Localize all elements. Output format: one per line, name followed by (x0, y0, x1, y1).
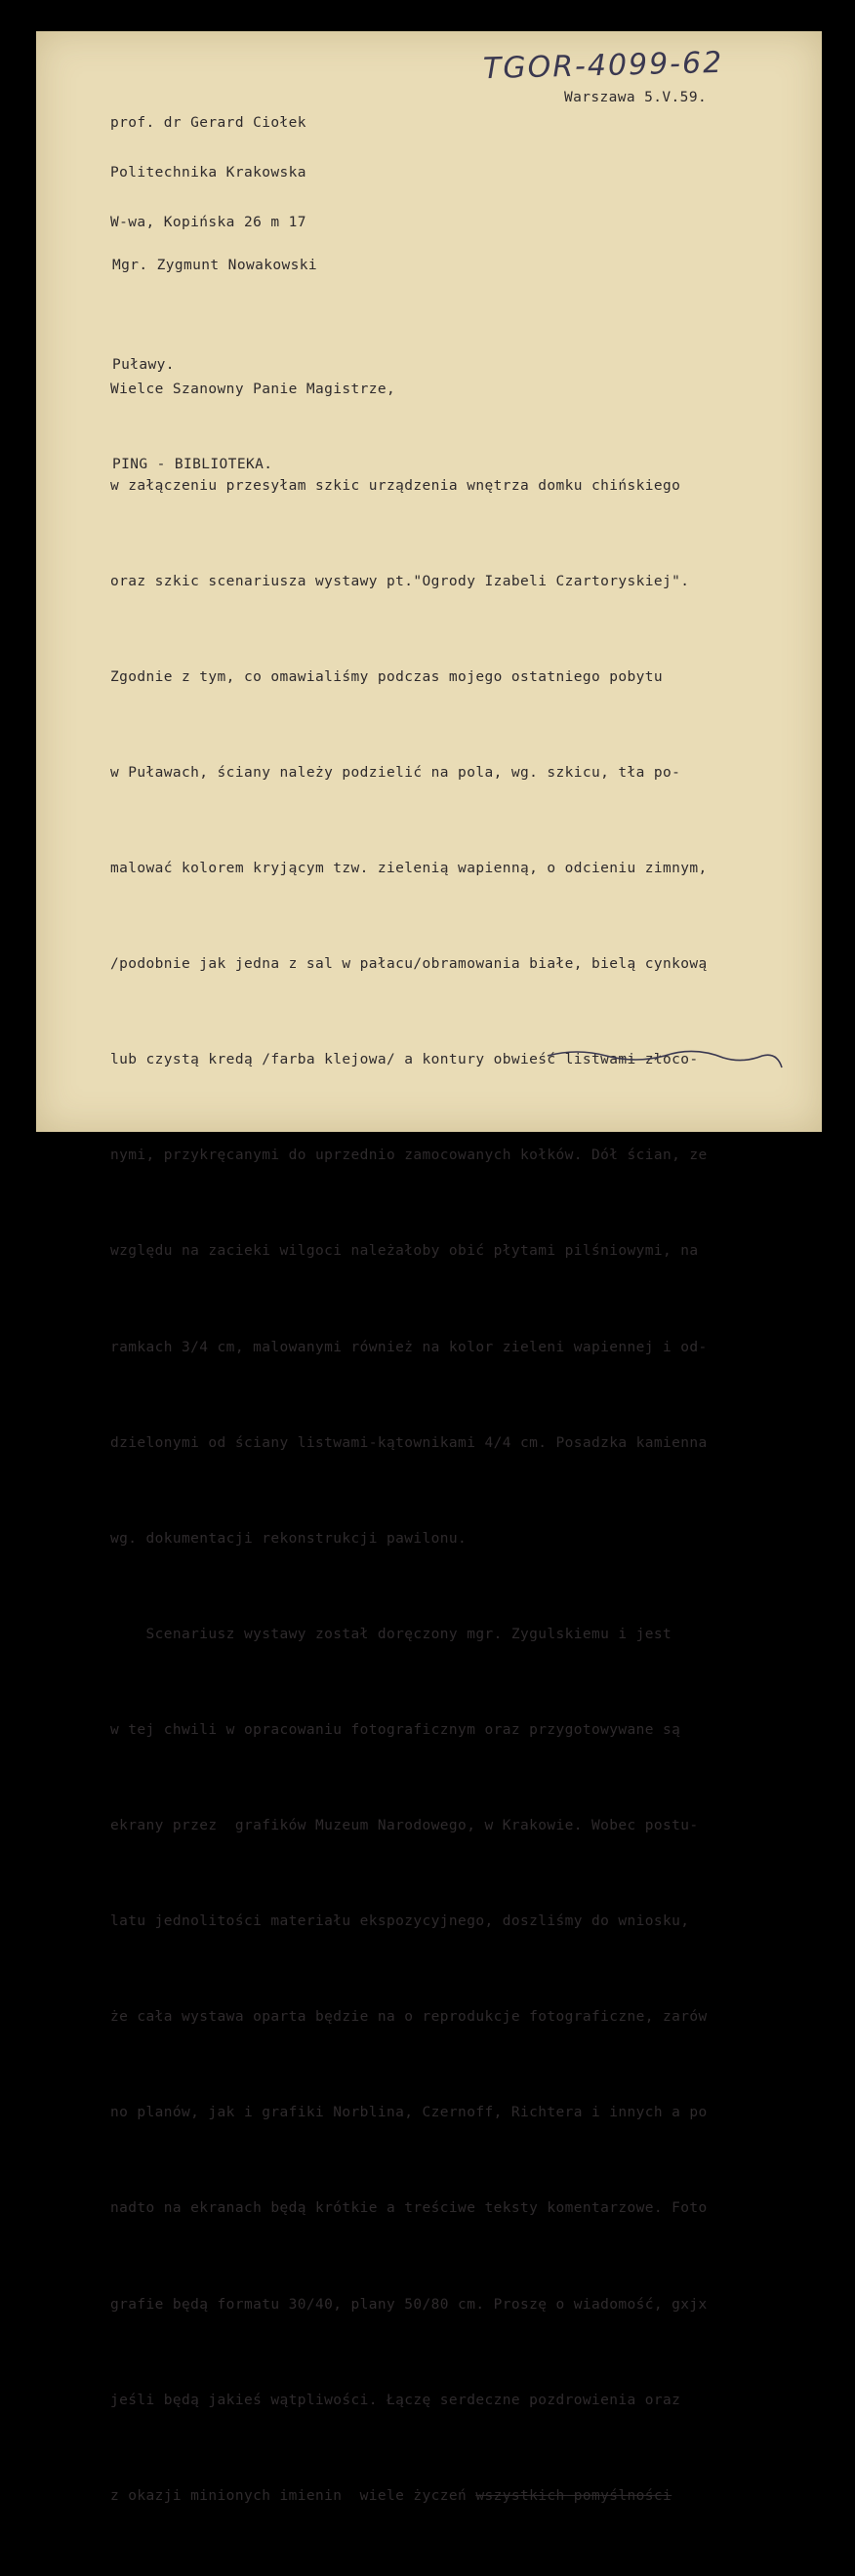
body-line: dzielonymi od ściany listwami-kątownikami 4/4 cm. Posadzka kamienna (110, 1434, 708, 1451)
letter-body (110, 310, 708, 2576)
body-line: w tej chwili w opracowaniu fotograficznym oraz przygotowywane są (110, 1721, 681, 1738)
body-line: Scenariusz wystawy został doręczony mgr. Zygulskiemu i jest (110, 1626, 672, 1642)
archive-signature: TGOR-4099-62 (482, 45, 724, 87)
sender-address: W-wa, Kopińska 26 m 17 (110, 215, 306, 230)
recipient-city: Puławy. (112, 357, 175, 373)
sender-name: prof. dr Gerard Ciołek (110, 115, 306, 131)
body-last-line (110, 2480, 708, 2513)
body-line: ramkach 3/4 cm, malowanymi również na kolor zieleni wapiennej i od- (110, 1339, 708, 1355)
sender-institution: Politechnika Krakowska (110, 165, 306, 181)
recipient-institution: PING - BIBLIOTEKA. (112, 457, 273, 472)
letter-date: Warszawa 5.V.59. (564, 90, 708, 105)
body-line: lub czystą kredą /farba klejowa/ a kontury obwieść listwami złoco- (110, 1052, 699, 1068)
body-line: nymi, przykręcanymi do uprzednio zamocowanych kołków. Dół ścian, ze (110, 1147, 708, 1164)
body-line: latu jednolitości materiału ekspozycyjnego, doszliśmy do wniosku, (110, 1913, 690, 1930)
letter-page (36, 31, 822, 2504)
struck-text: wszystkich pomyślności (475, 2487, 672, 2504)
body-line: Wielce Szanowny Panie Magistrze, (110, 382, 396, 398)
closing-text: z okazji minionych imienin wiele życzeń (110, 2487, 476, 2504)
body-line: że cała wystawa oparta będzie na o reprodukcje fotograficzne, zarów (110, 2009, 708, 2026)
body-line: Zgodnie z tym, co omawialiśmy podczas mojego ostatniego pobytu (110, 668, 664, 685)
body-line: no planów, jak i grafiki Norblina, Czernoff, Richtera i innych a po (110, 2105, 708, 2121)
body-line: ekrany przez grafików Muzeum Narodowego, w Krakowie. Wobec postu- (110, 1818, 699, 1834)
body-line: wg. dokumentacji rekonstrukcji pawilonu. (110, 1530, 468, 1547)
body-line: malować kolorem kryjącym tzw. zielenią wapienną, o odcieniu zimnym, (110, 860, 708, 876)
body-line: w załączeniu przesyłam szkic urządzenia wnętrza domku chińskiego (110, 477, 681, 494)
body-line: jeśli będą jakieś wątpliwości. Łączę serdeczne pozdrowienia oraz (110, 2392, 681, 2408)
recipient-name: Mgr. Zygmunt Nowakowski (112, 258, 317, 273)
body-line: grafie będą formatu 30/40, plany 50/80 cm. Proszę o wiadomość, gxjx (110, 2296, 708, 2313)
body-line: /podobnie jak jedna z sal w pałacu/obramowania białe, bielą cynkową (110, 956, 708, 973)
body-line: względu na zacieki wilgoci należałoby obić płytami pilśniowymi, na (110, 1243, 699, 1260)
body-line: nadto na ekranach będą krótkie a treściwe teksty komentarzowe. Foto (110, 2200, 708, 2217)
body-line: oraz szkic scenariusza wystawy pt."Ogrody Izabeli Czartoryskiej". (110, 573, 690, 589)
body-line: w Puławach, ściany należy podzielić na pola, wg. szkicu, tła po- (110, 764, 681, 781)
handwritten-scribble (538, 1042, 792, 1071)
